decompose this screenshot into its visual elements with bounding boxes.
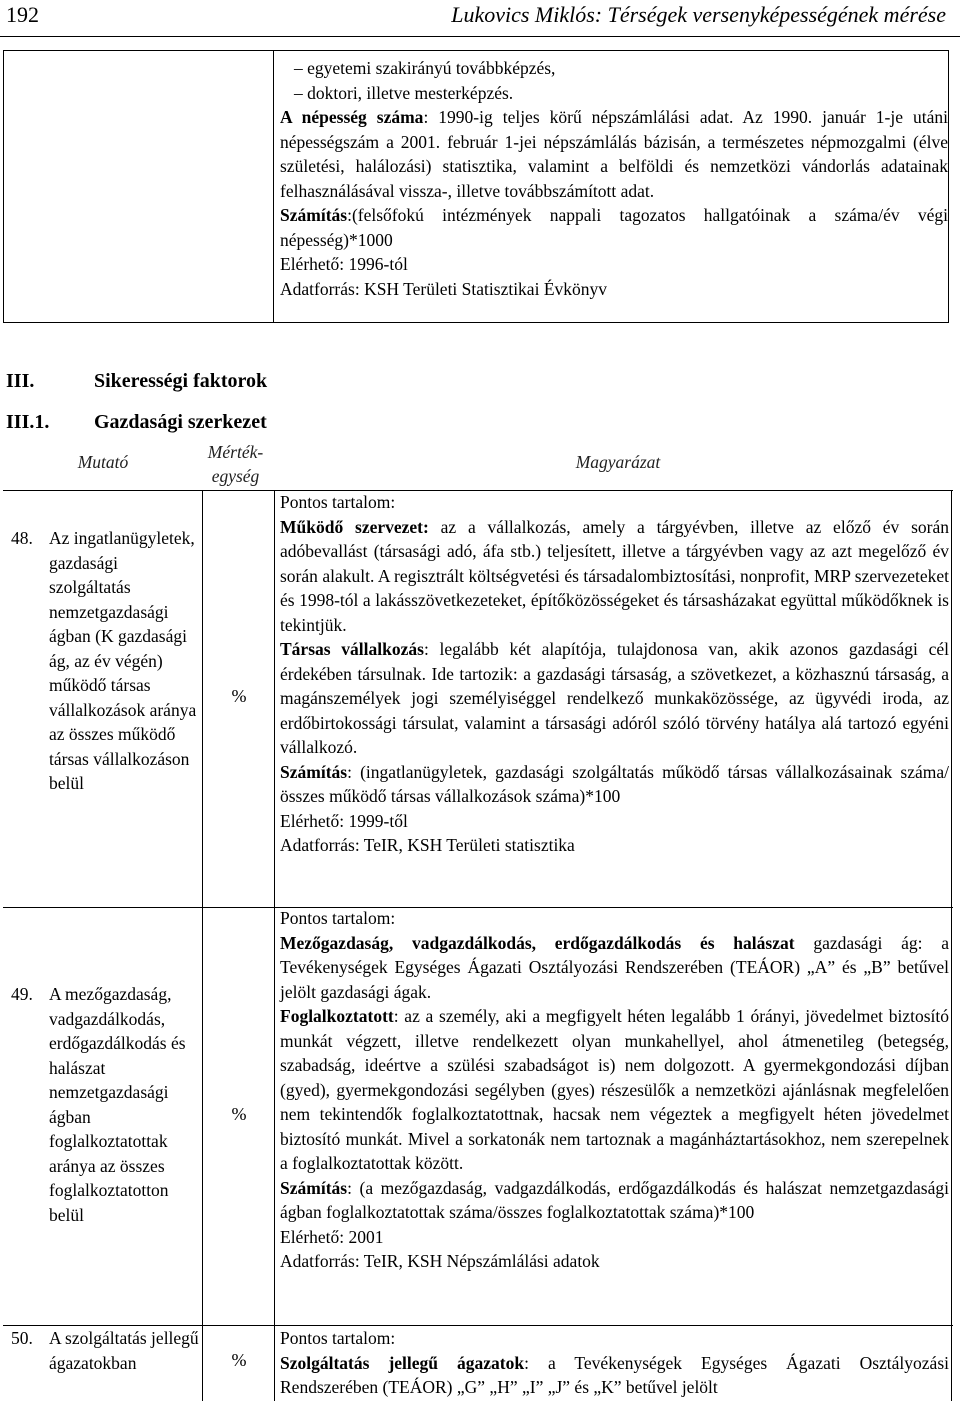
- unit-value: %: [231, 1350, 247, 1370]
- indicator-text: Az ingatlanügyletek, gazdasági szolgáltatás nemzetgazdasági ágban (K gazdasági ág, az év végén) működő társas vállalkozások aránya az összes működő társas vállalkozáson belül: [49, 528, 197, 793]
- term: Számítás: [280, 761, 348, 782]
- column-divider: [273, 51, 274, 322]
- unit-value: %: [231, 686, 247, 706]
- indicator-number: 48.: [11, 528, 33, 548]
- explanation: [280, 906, 949, 1274]
- definition: : legalább két alapítója, tulajdonosa van, akik azonos gazdasági cél érdekében társulnak. Ide tartozik: a gazdasági társaság, a szövetkezet, a közhasznú társaság, a magánszemélyek jogi személyiséggel rendelkező munkaközössége, az ügyvédi iroda, az erdőbirtokossági társulat, valamint a társasági adóról szóló törvény hatálya alá tartozó egyéni vállalkozó.: [280, 639, 949, 757]
- column-divider: [202, 490, 203, 1401]
- data-source: Adatforrás: TeIR, KSH Népszámlálási adatok: [280, 1251, 600, 1271]
- indicator-number: 50.: [11, 1328, 33, 1348]
- list-item: – egyetemi szakirányú továbbképzés,: [294, 58, 556, 78]
- unit-header-line: egység: [211, 466, 260, 486]
- definition-paragraph: [280, 1351, 949, 1400]
- subsection-title: Gazdasági szerkezet: [94, 411, 267, 433]
- definition: gazdasági ág: a Tevékenységek Egységes Ágazati Osztályozási Rendszerében (TEÁOR) „A” és „B” betűvel jelölt gazdasági ágak.: [280, 932, 949, 1002]
- page-header: [0, 0, 960, 37]
- column-header-unit: [198, 440, 273, 488]
- content-label: Pontos tartalom:: [280, 492, 396, 512]
- content-label: Pontos tartalom:: [280, 908, 396, 928]
- term: Működő szervezet:: [280, 516, 429, 537]
- indicator-table: [3, 438, 955, 1401]
- section-number: III.: [6, 370, 35, 392]
- column-divider: [951, 490, 952, 1401]
- unit-value: %: [231, 1104, 247, 1124]
- running-title: Lukovics Miklós: Térségek versenyképességének mérése: [451, 2, 946, 27]
- calculation-paragraph: [280, 1176, 949, 1225]
- column-divider: [274, 490, 275, 1401]
- unit-header-line: Mérték-: [207, 442, 264, 462]
- term: Társas vállalkozás: [280, 639, 424, 659]
- definition: : (a mezőgazdaság, vadgazdálkodás, erdőgazdálkodás és halászat nemzetgazdasági ágban foglalkoztatottak száma/összes foglalkoztatottak száma)*100: [280, 1177, 949, 1222]
- availability: Elérhető: 1996-tól: [280, 254, 408, 274]
- definition: : az a személy, aki a megfigyelt héten legalább 1 órányi, jövedelmet biztosító munkát végzett, illetve rendelkezett olyan munkahellyel, ahol átmenetileg (betegség, szabadság, ideértve a szülési szabadságot is) nem dolgozott. A gyermekgondozási díjban (gyed), gyermekgondozási segélyben (gyes) részesülők a nemzetközi ajánlásnak megfelelően nem tekintendők foglalkoztatottnak, hacsak nem végeztek a megfigyelt héten jövedelmet biztosító munkát. Mivel a sorkatonák nem tartoznak a magánháztartásokhoz, nem szerepelnek a foglalkoztatottak között.: [280, 1006, 949, 1173]
- definition-paragraph: [280, 931, 949, 1005]
- indicator-name: [11, 526, 199, 796]
- calculation-paragraph: [280, 760, 949, 809]
- section-title: Sikerességi faktorok: [94, 370, 268, 392]
- definition-paragraph: [280, 637, 949, 760]
- indicator-text: A mezőgazdaság, vadgazdálkodás, erdőgazdálkodás és halászat nemzetgazdasági ágban foglalkoztatottak aránya az összes foglalkoztatotton belül: [49, 984, 186, 1225]
- explanation: [280, 490, 949, 858]
- column-header-explanation: Magyarázat: [575, 452, 661, 472]
- definition-paragraph: [280, 515, 949, 638]
- term: Mezőgazdaság, vadgazdálkodás, erdőgazdálkodás és halászat: [280, 932, 795, 953]
- term: Szolgáltatás jellegű ágazatok: [280, 1352, 525, 1373]
- availability: Elérhető: 1999-től: [280, 810, 408, 831]
- indicator-description: [280, 56, 948, 301]
- definition: : 1990-ig teljes körű népszámlálási adat. Az 1990. január 1-je utáni népességszám a 2001. február 1-jei népszámlálás bázisán, a természetes népmozgalmi (élve születési, halálozási) statisztika, valamint a belföldi és nemzetközi vándorlás adatainak felhasználásával vissza-, illetve továbbszámított adat.: [280, 107, 948, 201]
- term: Foglalkoztatott: [280, 1006, 394, 1026]
- term: Számítás: [280, 1177, 348, 1198]
- availability: Elérhető: 2001: [280, 1226, 384, 1247]
- definition: az a vállalkozás, amely a tárgyévben, illetve az előző év során adóbevallást (társasági adó, áfa stb.) teljesített, illetve a tárgyévben vagy az azt megelőző év során alakult. A regisztrált költségvetési és társadalombiztosítási, nonprofit, MRP szervezeteket és 1998-tól a lakásszövetkezeteket, építőközösségeket és társasházakat együttal működőknek is tekintjük.: [280, 516, 949, 635]
- page-number: 192: [6, 2, 39, 27]
- list-item: – doktori, illetve mesterképzés.: [294, 82, 514, 103]
- data-source: Adatforrás: KSH Területi Statisztikai Évkönyv: [280, 278, 608, 299]
- definition: : a Tevékenységek Egységes Ágazati Osztályozási Rendszerében (TEÁOR) „G” „H” „I” „J” és „K” betűvel jelölt: [280, 1352, 949, 1397]
- definition: :(felsőfokú intézmények nappali tagozatos hallgatóinak a száma/év végi népesség)*1000: [280, 205, 948, 250]
- term: Számítás: [280, 205, 348, 225]
- continued-table-cell: [3, 50, 949, 323]
- content-label: Pontos tartalom:: [280, 1328, 396, 1348]
- data-source: Adatforrás: TeIR, KSH Területi statisztika: [280, 835, 575, 855]
- indicator-name: [11, 1326, 199, 1375]
- column-header-mutato: Mutató: [77, 452, 129, 472]
- population-paragraph: [280, 105, 948, 203]
- indicator-name: [11, 982, 199, 1227]
- calculation-paragraph: [280, 203, 948, 252]
- definition: : (ingatlanügyletek, gazdasági szolgáltatás működő társas vállalkozásainak száma/összes működő társas vállalkozások száma)*100: [280, 761, 949, 806]
- indicator-text: A szolgáltatás jellegű ágazatokban: [49, 1328, 199, 1373]
- explanation: [280, 1326, 949, 1400]
- definition-paragraph: [280, 1004, 949, 1176]
- term: A népesség száma: [280, 107, 424, 127]
- subsection-number: III.1.: [6, 411, 50, 433]
- indicator-number: 49.: [11, 984, 33, 1004]
